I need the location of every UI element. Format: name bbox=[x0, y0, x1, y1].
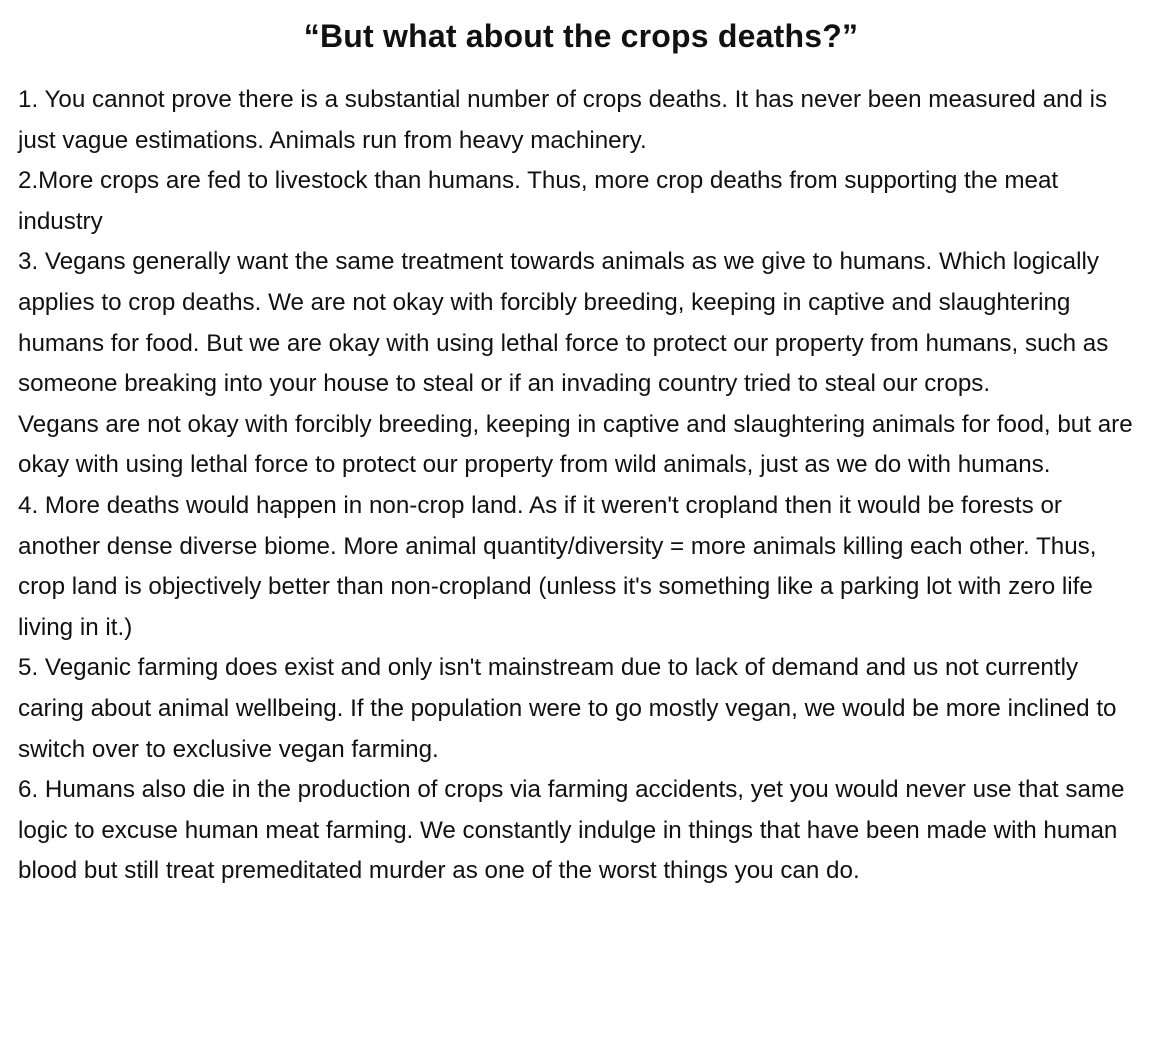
point-5-paragraph: 5. Veganic farming does exist and only isn't mainstream due to lack of demand and us not currently caring about animal wellbeing. If the population were to go mostly vegan, we would be more inclined to switch over to exclusive vegan farming. bbox=[18, 654, 1117, 763]
document bbox=[18, 14, 1144, 892]
document-body bbox=[18, 80, 1144, 892]
point-2-paragraph: 2.More crops are fed to livestock than humans. Thus, more crop deaths from supporting the meat industry bbox=[18, 167, 1059, 235]
point-6-paragraph: 6. Humans also die in the production of crops via farming accidents, yet you would never use that same logic to excuse human meat farming. We constantly indulge in things that have been made with human blood but still treat premeditated murder as one of the worst things you can do. bbox=[18, 776, 1125, 885]
document-title: “But what about the crops deaths?” bbox=[303, 18, 859, 54]
point-4-paragraph: 4. More deaths would happen in non-crop land. As if it weren't cropland then it would be forests or another dense diverse biome. More animal quantity/diversity = more animals killing each other. Thus, crop land is objectively better than non-cropland (unless it's something like a parking lot with zero life living in it.) bbox=[18, 491, 1097, 641]
point-3-continuation-paragraph: Vegans are not okay with forcibly breeding, keeping in captive and slaughtering animals for food, but are okay with using lethal force to protect our property from wild animals, just as we do with humans. bbox=[18, 410, 1133, 479]
point-3-paragraph: 3. Vegans generally want the same treatment towards animals as we give to humans. Which logically applies to crop deaths. We are not okay with forcibly breeding, keeping in captive and slaughtering humans for food. But we are okay with using lethal force to protect our property from humans, such as someone breaking into your house to steal or if an invading country tried to steal our crops. bbox=[18, 248, 1109, 398]
point-1-paragraph: 1. You cannot prove there is a substantial number of crops deaths. It has never been measured and is just vague estimations. Animals run from heavy machinery. bbox=[18, 86, 1108, 154]
